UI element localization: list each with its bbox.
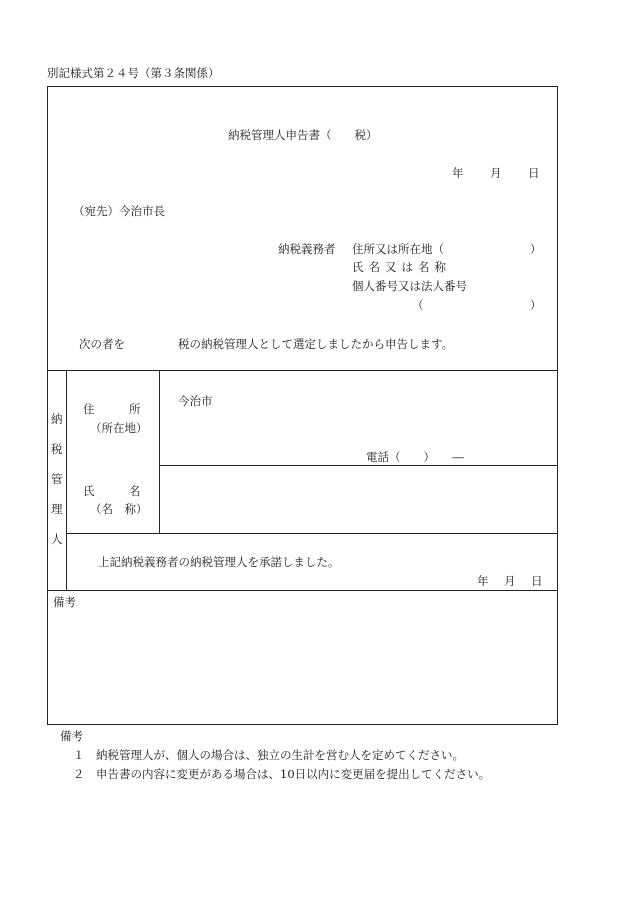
address-row-bottom-border [159, 465, 558, 466]
agent-side-char: 管 [51, 472, 63, 486]
taxpayer-address-close: ） [530, 242, 542, 256]
date-day: 日 [528, 166, 540, 180]
form-reference: 別記様式第２４号（第３条関係） [47, 66, 220, 80]
acceptance-date: 年 月 日 [477, 574, 545, 588]
date-year: 年 [452, 166, 464, 180]
taxpayer-id-close: ） [530, 298, 542, 312]
form-title: 納税管理人申告書（ 税） [228, 128, 378, 142]
name-row-bottom-border [66, 533, 558, 534]
agent-side-char: 税 [51, 442, 63, 456]
taxpayer-name-label: 氏名又は名称 [352, 260, 451, 274]
agent-section-top-border [47, 370, 558, 371]
agent-name-label: 氏 名 [83, 484, 141, 498]
agent-side-divider [66, 370, 67, 590]
addressee: （宛先）今治市長 [73, 204, 165, 218]
taxpayer-id-label: 個人番号又は法人番号 [352, 279, 467, 293]
agent-label-divider [159, 370, 160, 533]
date-month: 月 [490, 166, 502, 180]
agent-address-label: 住 所 [83, 402, 141, 416]
declaration-prefix: 次の者を [79, 337, 125, 351]
remarks-label: 備考 [53, 595, 76, 609]
agent-city: 今治市 [178, 394, 213, 408]
notes-heading: 備考 [60, 729, 83, 743]
note-item: １ 納税管理人が、個人の場合は、独立の生計を営む人を定めてください。 [73, 748, 464, 762]
agent-phone: 電話（ ） ― [366, 450, 464, 464]
agent-side-char: 人 [51, 532, 63, 546]
note-item: ２ 申告書の内容に変更がある場合は、10日以内に変更届を提出してください。 [73, 767, 491, 781]
agent-name-sublabel: （名 称） [90, 502, 148, 516]
agent-side-char: 納 [51, 412, 63, 426]
agent-address-sublabel: （所在地） [90, 421, 148, 435]
taxpayer-address-label: 住所又は所在地（ [352, 242, 444, 256]
declaration-body: 税の納税管理人として選定しましたから申告します。 [178, 337, 454, 351]
remarks-top-border [47, 590, 558, 591]
agent-side-char: 理 [51, 502, 63, 516]
agent-acceptance: 上記納税義務者の納税管理人を承諾しました。 [98, 555, 340, 569]
taxpayer-id-open: （ [412, 298, 424, 312]
taxpayer-label: 納税義務者 [278, 242, 336, 256]
